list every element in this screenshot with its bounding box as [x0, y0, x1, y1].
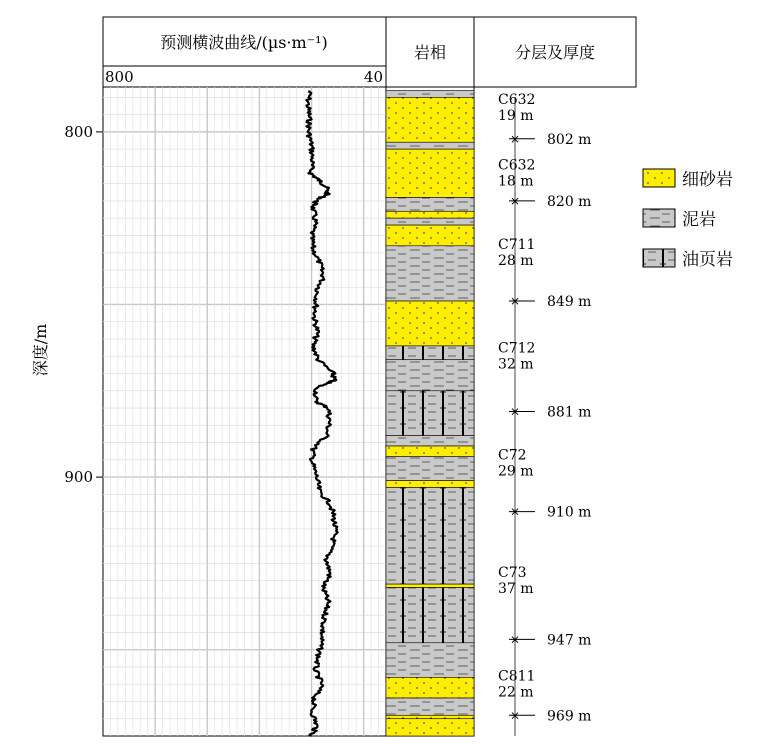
layer-thickness: 32 m — [498, 356, 534, 373]
lithology-bed-sandstone — [386, 225, 474, 246]
legend-swatch-mudstone — [643, 209, 675, 227]
layer-base-depth: 802 m — [547, 131, 592, 148]
layer-base-depth: 969 m — [547, 708, 592, 725]
lithology-bed-oilshale — [386, 487, 474, 584]
lithology-bed-mudstone — [386, 142, 474, 149]
layer-thickness: 18 m — [498, 173, 534, 190]
scale-right-value: 40 — [363, 68, 383, 86]
layer-thickness: 28 m — [498, 252, 534, 269]
layer-boundary-marker: × — [509, 294, 521, 309]
layer-boundary-marker: × — [509, 404, 521, 419]
layer-boundary-marker: × — [509, 131, 521, 146]
depth-tick-label: 800 — [64, 122, 93, 141]
layer-boundary-marker: × — [509, 708, 521, 723]
lithology-bed-oilshale — [386, 588, 474, 643]
layer-base-depth: 849 m — [547, 294, 592, 311]
layer-boundary-marker: × — [509, 193, 521, 208]
scale-left-value: 800 — [105, 68, 134, 86]
lithology-bed-sandstone — [386, 446, 474, 456]
depth-tick-label: 900 — [64, 468, 93, 487]
lithology-bed-sandstone — [386, 677, 474, 698]
lithology-bed-mudstone — [386, 197, 474, 211]
lithology-bed-mudstone — [386, 643, 474, 678]
legend-label-mudstone: 泥岩 — [682, 210, 716, 230]
lithology-bed-sandstone — [386, 584, 474, 587]
layer-annotations — [498, 92, 591, 736]
layer-base-depth: 947 m — [547, 632, 592, 649]
layer-name: C73 — [498, 564, 527, 581]
lithology-bed-sandstone — [386, 149, 474, 197]
legend-swatch-sandstone — [643, 169, 675, 187]
curve-title: 预测横波曲线/(µs·m⁻¹) — [160, 33, 328, 52]
lithology-bed-sandstone — [386, 97, 474, 142]
legend-label-sandstone: 细砂岩 — [682, 170, 733, 190]
lithology-bed-mudstone — [386, 456, 474, 480]
lithology-bed-mudstone — [386, 698, 474, 715]
lithology-bed-sandstone — [386, 715, 474, 718]
lithology-column — [386, 90, 474, 736]
depth-axis-label: 深度/m — [31, 323, 50, 377]
lithology-bed-mudstone — [386, 218, 474, 225]
layer-thickness: 37 m — [498, 580, 534, 597]
layer-name: C632 — [498, 91, 536, 108]
depth-ticks — [64, 123, 103, 486]
layer-name: C72 — [498, 447, 527, 464]
layer-name: C711 — [498, 236, 536, 253]
lithology-bed-mudstone — [386, 90, 474, 97]
layer-boundary-marker: × — [509, 632, 521, 647]
legend-label-oilshale: 油页岩 — [682, 250, 733, 270]
lithology-bed-sandstone — [386, 301, 474, 346]
layer-title: 分层及厚度 — [514, 43, 596, 62]
lithology-bed-sandstone — [386, 719, 474, 736]
layer-base-depth: 910 m — [547, 504, 592, 521]
layer-thickness: 19 m — [498, 107, 534, 124]
lithology-bed-mudstone — [386, 436, 474, 446]
lithology-bed-sandstone — [386, 211, 474, 218]
layer-name: C712 — [498, 340, 536, 357]
layer-thickness: 29 m — [498, 463, 534, 480]
layer-base-depth: 881 m — [547, 404, 592, 421]
lithology-bed-oilshale — [386, 346, 474, 360]
layer-name: C811 — [498, 668, 536, 685]
layer-name: C632 — [498, 157, 536, 174]
layer-boundary-marker: × — [509, 504, 521, 519]
layer-thickness: 22 m — [498, 684, 534, 701]
lithology-bed-mudstone — [386, 246, 474, 301]
legend-swatch-oilshale — [643, 249, 675, 267]
frames — [103, 17, 636, 736]
legend — [643, 169, 733, 270]
lithology-bed-oilshale — [386, 391, 474, 436]
layer-base-depth: 820 m — [547, 193, 592, 210]
lithology-bed-mudstone — [386, 360, 474, 391]
lithology-title: 岩相 — [413, 43, 447, 62]
curve-grid — [103, 87, 386, 736]
lithology-bed-sandstone — [386, 481, 474, 488]
